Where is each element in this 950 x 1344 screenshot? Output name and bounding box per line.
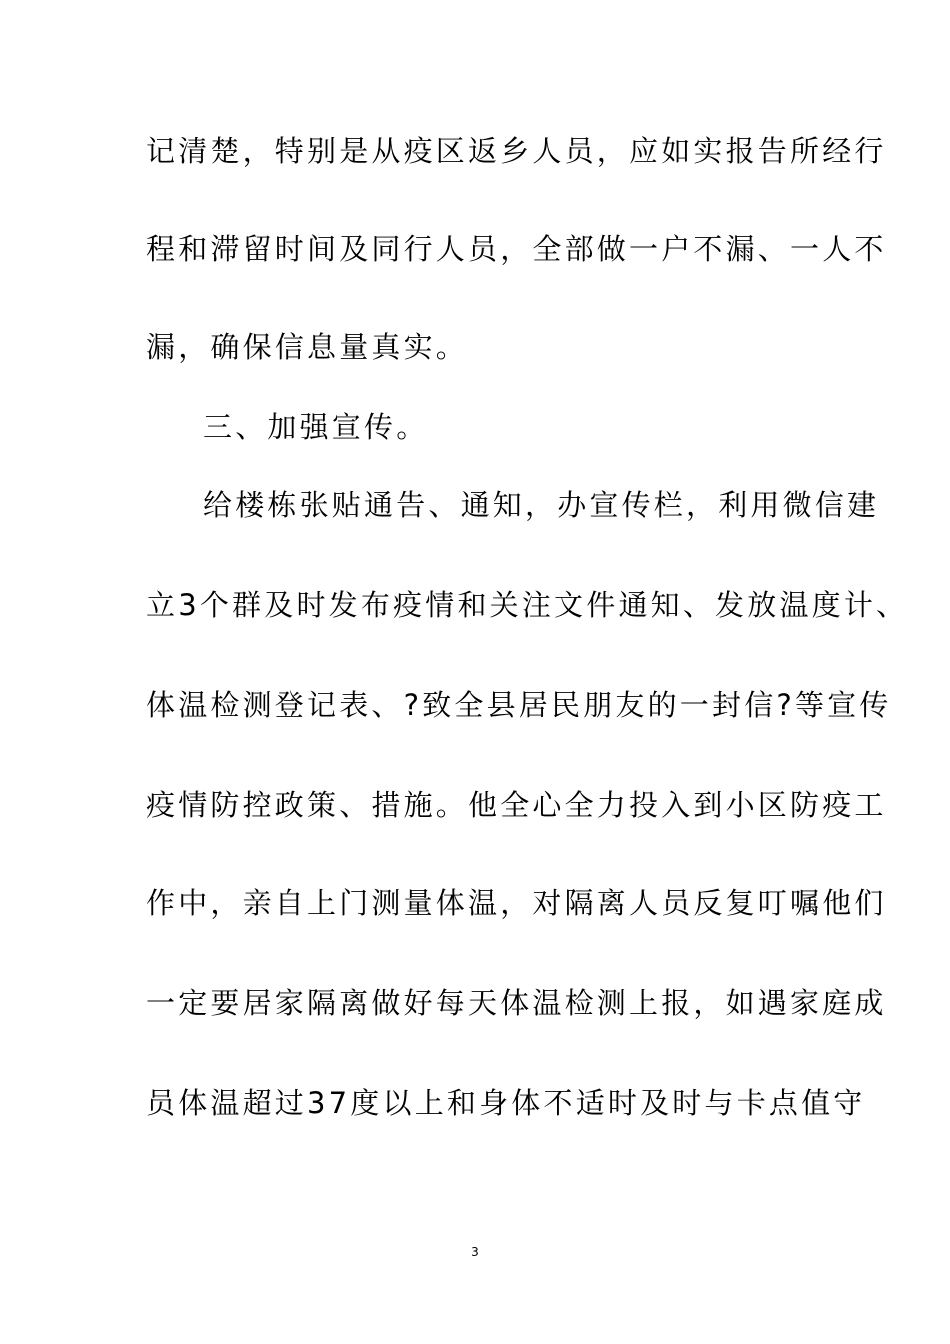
section-heading: 三、加强宣传。: [203, 410, 429, 444]
body-line: 漏，确保信息量真实。: [146, 330, 469, 364]
body-line: 一定要居家隔离做好每天体温检测上报，如遇家庭成: [146, 986, 887, 1020]
body-line: 立3个群及时发布疫情和关注文件通知、发放温度计、: [146, 588, 909, 622]
body-line: 作中，亲自上门测量体温，对隔离人员反复叮嘱他们: [146, 886, 887, 920]
body-line: 给楼栋张贴通告、通知，办宣传栏，利用微信建: [203, 488, 880, 522]
body-line: 体温检测登记表、?致全县居民朋友的一封信?等宣传: [146, 688, 892, 722]
body-line: 疫情防控政策、措施。他全心全力投入到小区防疫工: [146, 788, 887, 822]
page-number: 3: [471, 1245, 479, 1259]
body-line: 记清楚，特别是从疫区返乡人员，应如实报告所经行: [146, 134, 887, 168]
body-line: 程和滞留时间及同行人员，全部做一户不漏、一人不: [146, 232, 887, 266]
body-line: 员体温超过37度以上和身体不适时及时与卡点值守: [146, 1086, 866, 1120]
